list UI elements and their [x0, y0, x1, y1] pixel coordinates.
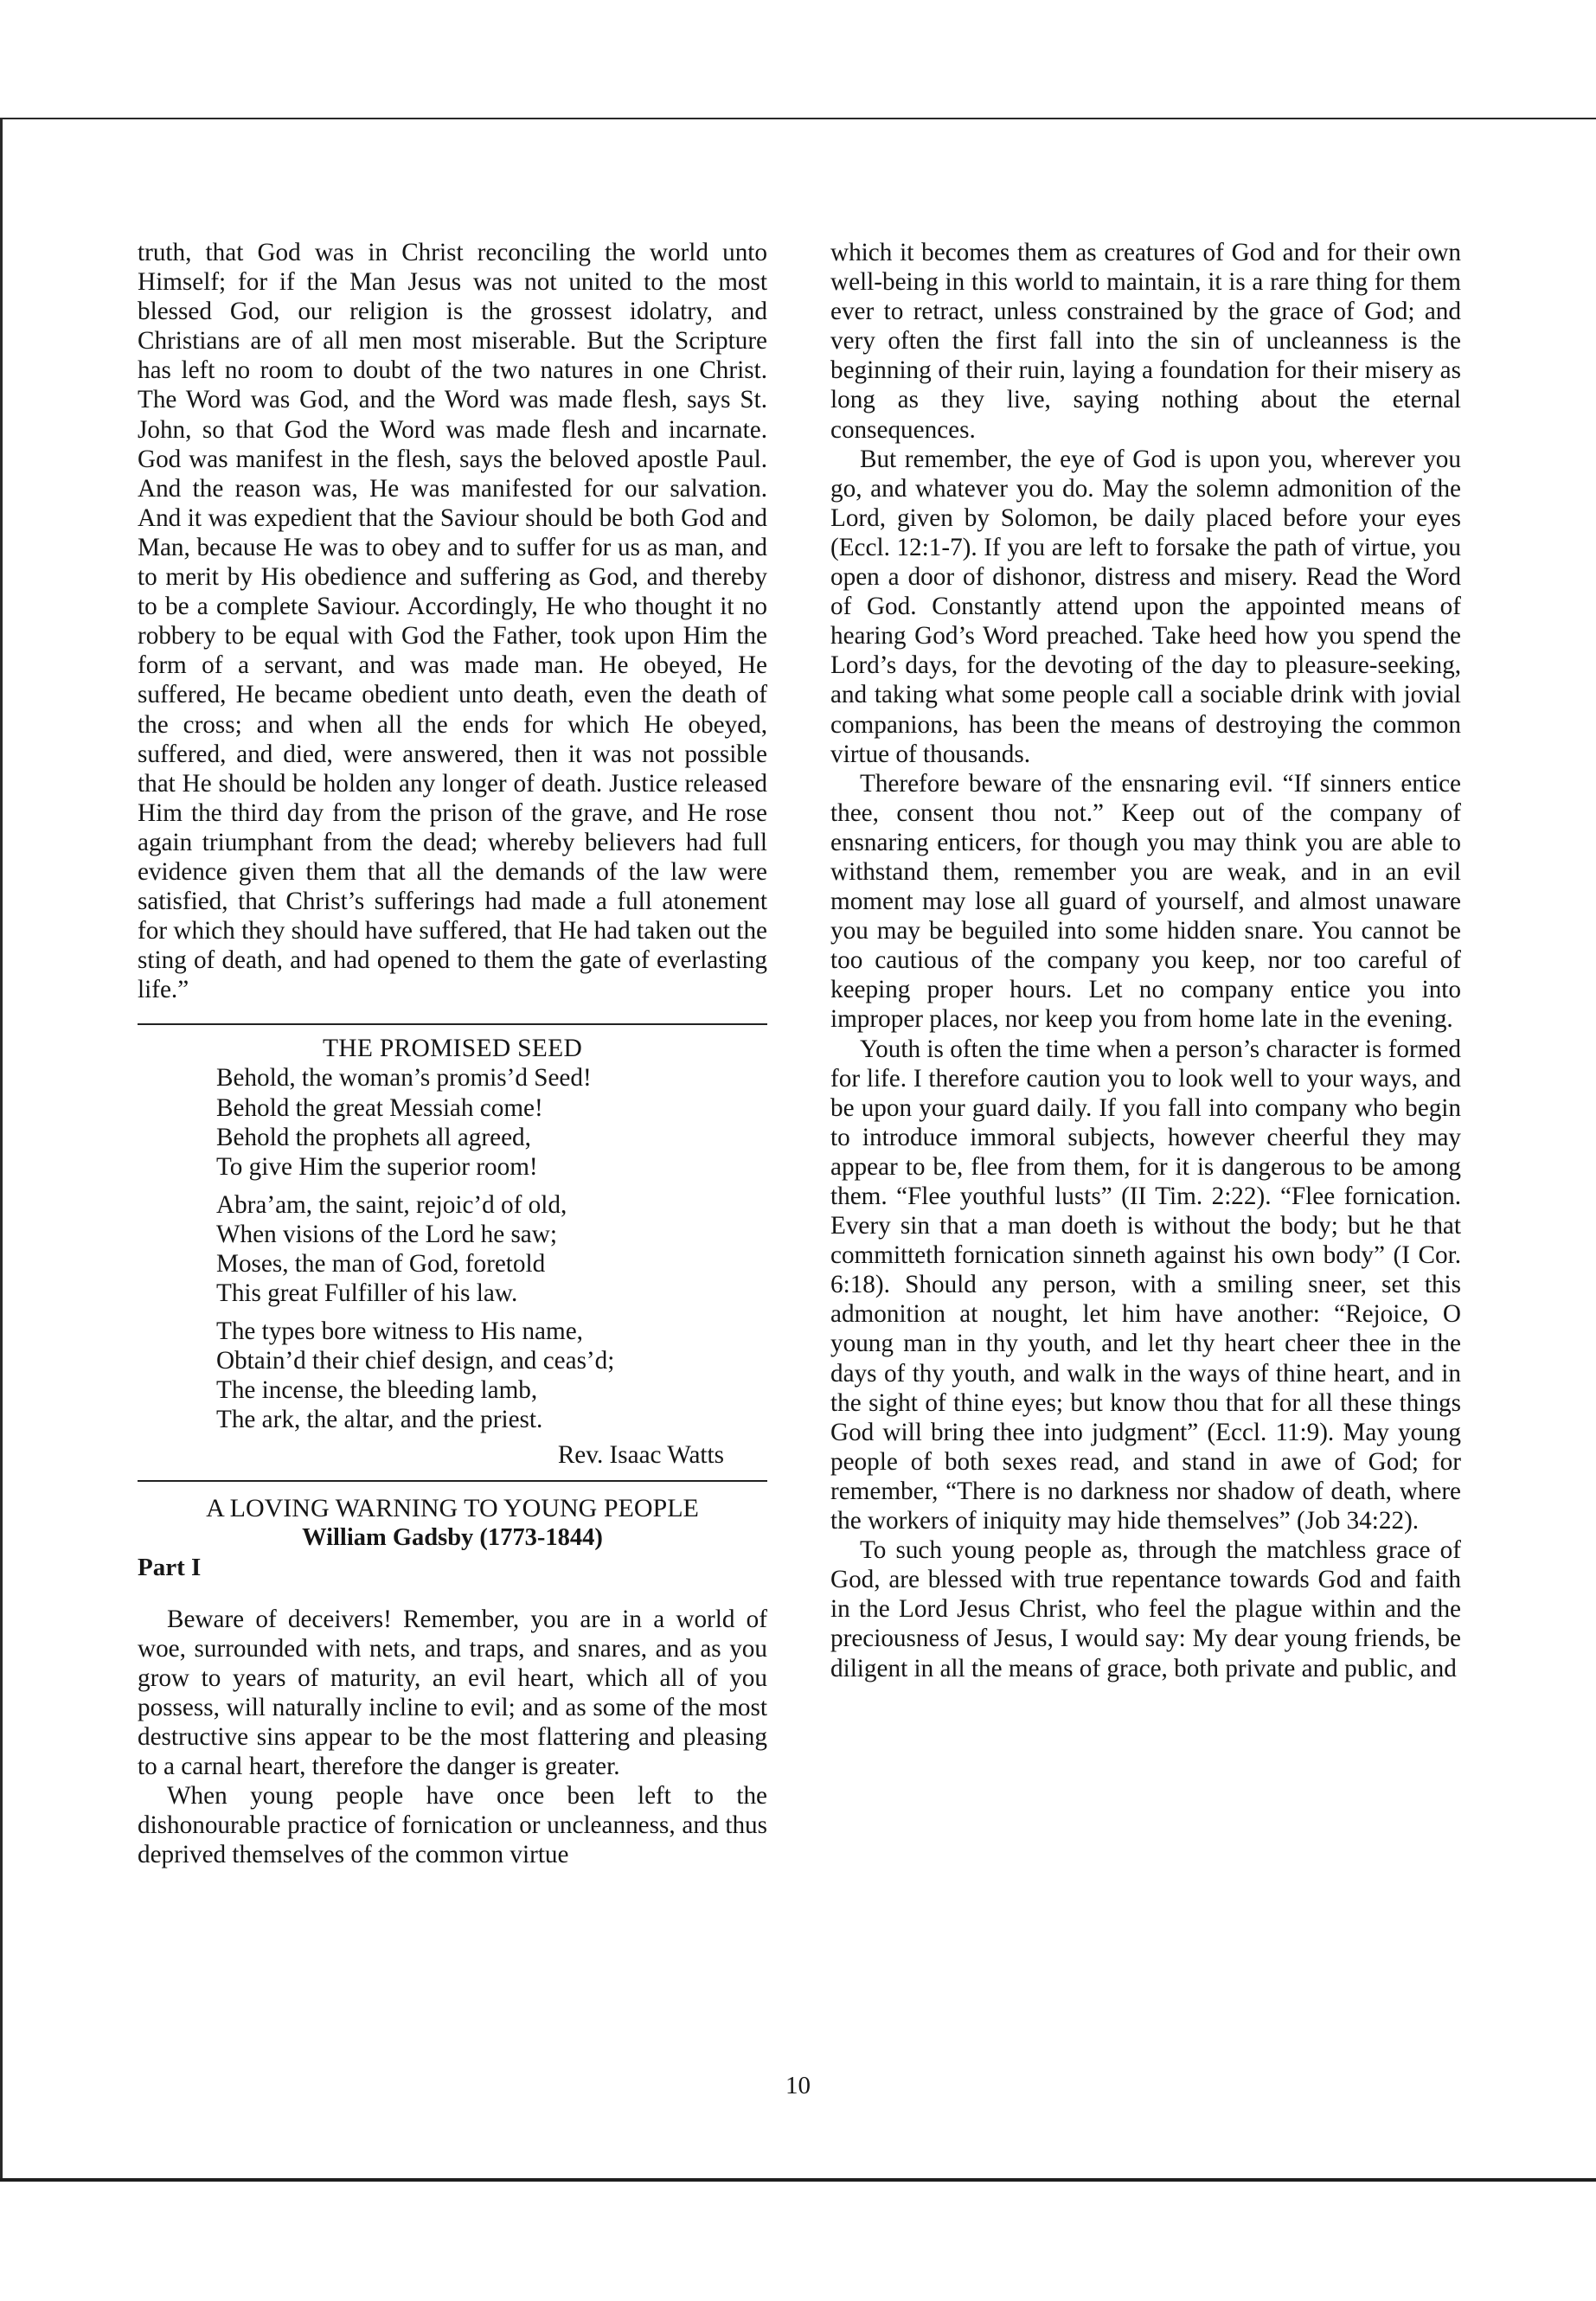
page-number: 10	[785, 2072, 811, 2099]
poem-stanza	[216, 1317, 767, 1434]
poem-author: Rev. Isaac Watts	[557, 1440, 724, 1469]
poem-title: THE PROMISED SEED	[322, 1035, 583, 1063]
poem-line: Moses, the man of God, foretold	[216, 1250, 546, 1278]
poem-line: To give Him the superior room!	[216, 1152, 538, 1181]
poem-line: The incense, the bleeding lamb,	[216, 1376, 538, 1405]
poem-line: Behold the great Messiah come!	[216, 1093, 543, 1122]
article-paragraph: But remember, the eye of God is upon you, wherever you go, and whatever you do. May the solemn admonition of the Lord, given by Solomon, be daily placed before your eyes (Eccl. 12:1-7). If you are left to forsake the path of virtue, you open a door of dishonor, distress and misery. Read the Word of God. Constantly attend upon the appointed means of hearing God’s Word preached. Take heed how you spend the Lord’s days, for the devoting of the day to pleasure-seeking, and taking what some people call a sociable drink with jovial companions, has been the means of destroying the common virtue of thousands.	[830, 445, 1461, 768]
poem-line: This great Fulfiller of his law.	[216, 1279, 518, 1308]
article-author: William Gadsby (1773-1844)	[302, 1523, 603, 1551]
article	[138, 1494, 767, 1870]
poem-line: When visions of the Lord he saw;	[216, 1220, 557, 1248]
article-paragraph: Therefore beware of the ensnaring evil. “If sinners entice thee, consent thou not.” Keep out of the company of ensnaring enticers, for though you may think you are able to withstand them, remember you are weak, and in an evil moment may lose all guard of yourself, and almost unaware you may be beguiled into some hidden snare. You cannot be too cautious of the company you keep, nor too careful of keeping proper hours. Let no company entice you into improper places, nor keep you from home late in the evening.	[830, 769, 1461, 1034]
article-title: A LOVING WARNING TO YOUNG PEOPLE	[206, 1493, 699, 1522]
poem-line: Behold the prophets all agreed,	[216, 1123, 531, 1151]
right-column	[830, 238, 1461, 1683]
poem-line: The ark, the altar, and the priest.	[216, 1406, 543, 1434]
left-column	[138, 238, 767, 1870]
poem-body	[216, 1063, 767, 1434]
poem-stanza	[216, 1063, 767, 1181]
poem-line: Behold, the woman’s promis’d Seed!	[216, 1064, 592, 1093]
poem-stanza	[216, 1190, 767, 1308]
article-paragraph: Youth is often the time when a person’s character is formed for life. I therefore caution you to look well to your ways, and be upon your guard daily. If you fall into company who begin to introduce immoral subjects, however cheerful they may appear to be, flee from them, for it is dangerous to be among them. “Flee youthful lusts” (II Tim. 2:22). “Flee fornication. Every sin that a man doeth is without the body; but he that committeth fornication sinneth against his own body” (I Cor. 6:18). Should any person, with a smiling sneer, set this admonition at nought, let him have another: “Rejoice, O young man in thy youth, and let thy heart cheer thee in the days of thy youth, and walk in the ways of thine heart, and in the sight of thine eyes; but know thou that for all these things God will bring thee into judgment” (Eccl. 11:9). May young people of both sexes read, and stand in awe of God; for remember, “There is no darkness nor shadow of death, where the workers of iniquity may hide themselves” (Job 34:22).	[830, 1035, 1461, 1535]
continuation-paragraph: truth, that God was in Christ reconciling the world unto Himself; for if the Man Jesus was not united to the most blessed God, our religion is the grossest idolatry, and Christians are of all men most miserable. But the Scripture has left no room to doubt of the two natures in one Christ. The Word was God, and the Word was made flesh, says St. John, so that God the Word was made flesh and incarnate. God was manifest in the flesh, says the beloved apostle Paul. And the reason was, He was manifested for our salvation. And it was expedient that the Saviour should be both God and Man, because He was to obey and to suffer for us as man, and to merit by His obedience and suffering as God, and thereby to be a complete Saviour. Accordingly, He who thought it no robbery to be equal with God the Father, took upon Him the form of a servant, and was made man. He obeyed, He suffered, He became obedient unto death, even the death of the cross; and when all the ends for which He obeyed, suffered, and died, were answered, then it was not possible that He should be holden any longer of death. Justice released Him the third day from the prison of the grave, and He rose again triumphant from the dead; whereby believers had full evidence given them that all the demands of the law were satisfied, that Christ’s sufferings had made a full atonement for which they should have suffered, that He had taken out the sting of death, and had opened to them the gate of everlasting life.”	[138, 239, 767, 1004]
scan-border-bottom	[0, 2178, 1596, 2182]
poem-line: Obtain’d their chief design, and ceas’d;	[216, 1347, 615, 1375]
scan-border-top	[0, 118, 1596, 119]
poem-line: Abra’am, the saint, rejoic’d of old,	[216, 1190, 567, 1219]
article-paragraph: Beware of deceivers! Remember, you are in a world of woe, surrounded with nets, and traps, and snares, and as you grow to years of maturity, an evil heart, which all of you possess, will naturally incline to evil; and as some of the most destructive sins appear to be the most flattering and pleasing to a carnal heart, therefore the danger is greater.	[138, 1605, 767, 1781]
scan-border-left	[0, 118, 3, 2181]
poem-line: The types bore witness to His name,	[216, 1317, 583, 1346]
poem	[138, 1034, 767, 1469]
part-heading: Part I	[138, 1553, 202, 1581]
section-divider	[138, 1023, 767, 1025]
article-paragraph: To such young people as, through the matchless grace of God, are blessed with true repentance towards God and faith in the Lord Jesus Christ, who feel the plague within and the preciousness of Jesus, I would say: My dear young friends, be diligent in all the means of grace, both private and public, and	[830, 1536, 1461, 1682]
article-paragraph: When young people have once been left to the dishonourable practice of fornication or uncleanness, and thus deprived themselves of the common virtue	[138, 1782, 767, 1869]
article-paragraph: which it becomes them as creatures of God and for their own well-being in this world to maintain, it is a rare thing for them ever to retract, unless constrained by the grace of God; and very often the first fall into the sin of uncleanness is the beginning of their ruin, laying a foundation for their misery as long as they live, saying nothing about the eternal consequences.	[830, 239, 1461, 444]
section-divider	[138, 1480, 767, 1482]
